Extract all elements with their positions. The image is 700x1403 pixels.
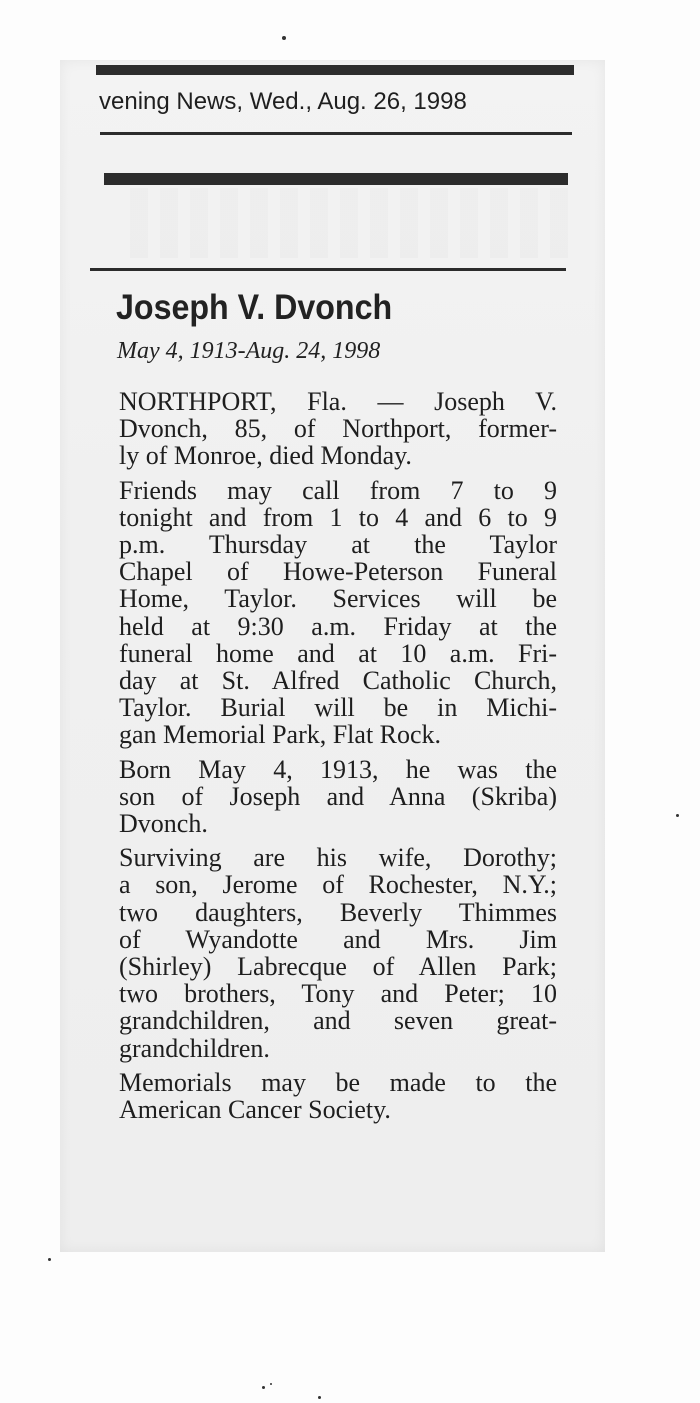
scan-speck <box>676 814 679 817</box>
text-line: Dvonch. <box>119 809 208 839</box>
text-line: Surviving are his wife, Dorothy; <box>119 843 557 873</box>
text-line: Chapel of Howe-Peterson Funeral <box>119 557 557 587</box>
text-line: NORTHPORT, Fla. — Joseph V. <box>119 387 557 416</box>
text-line: (Shirley) Labrecque of Allen Park; <box>119 952 557 982</box>
text-line: son of Joseph and Anna (Skriba) <box>119 781 557 811</box>
text-line: of Wyandotte and Mrs. Jim <box>119 924 557 954</box>
text-line: Born May 4, 1913, he was the <box>119 754 557 784</box>
text-line: grandchildren. <box>119 1033 270 1063</box>
paragraph-visitation <box>97 477 557 749</box>
text-line: funeral home and at 10 a.m. Fri- <box>119 638 557 668</box>
paragraph-survivors <box>97 844 557 1062</box>
section-thin-rule <box>90 268 566 271</box>
text-line: Taylor. Burial will be in Michi- <box>119 693 557 723</box>
top-thick-rule <box>96 65 574 75</box>
text-line: Memorials may be made to the <box>119 1067 557 1097</box>
text-line: day at St. Alfred Catholic Church, <box>119 666 557 696</box>
text-line: tonight and from 1 to 4 and 6 to 9 <box>119 502 557 532</box>
text-line: Home, Taylor. Services will be <box>119 584 557 614</box>
scan-speck <box>48 1258 51 1261</box>
text-line: a son, Jerome of Rochester, N.Y.; <box>119 870 557 900</box>
obituary-name: Joseph V. Dvonch <box>116 288 393 327</box>
text-line: two daughters, Beverly Thimmes <box>119 897 557 927</box>
obituary-body <box>97 388 557 1130</box>
text-line: grandchildren, and seven great- <box>119 1006 557 1036</box>
scan-speck <box>282 36 286 40</box>
text-line: held at 9:30 a.m. Friday at the <box>119 611 557 641</box>
text-line: two brothers, Tony and Peter; 10 <box>119 979 557 1009</box>
paragraph-death-notice <box>97 388 557 470</box>
text-line: gan Memorial Park, Flat Rock. <box>119 720 442 750</box>
obituary-dates: May 4, 1913-Aug. 24, 1998 <box>117 338 381 364</box>
scan-speck <box>262 1386 265 1389</box>
text-line: American Cancer Society. <box>119 1095 391 1125</box>
scan-speck <box>270 1383 272 1385</box>
top-thin-rule <box>100 132 572 135</box>
scan-speck <box>318 1396 321 1399</box>
text-line: p.m. Thursday at the Taylor <box>119 530 557 560</box>
text-line: Friends may call from 7 to 9 <box>119 475 557 505</box>
paragraph-memorials <box>97 1069 557 1123</box>
section-thick-rule <box>104 173 568 185</box>
newspaper-masthead: vening News, Wed., Aug. 26, 1998 <box>99 88 467 115</box>
text-line: ly of Monroe, died Monday. <box>119 441 412 471</box>
paragraph-birth <box>97 756 557 838</box>
bleed-through-texture <box>130 188 570 258</box>
text-line: Dvonch, 85, of Northport, former- <box>119 414 557 444</box>
